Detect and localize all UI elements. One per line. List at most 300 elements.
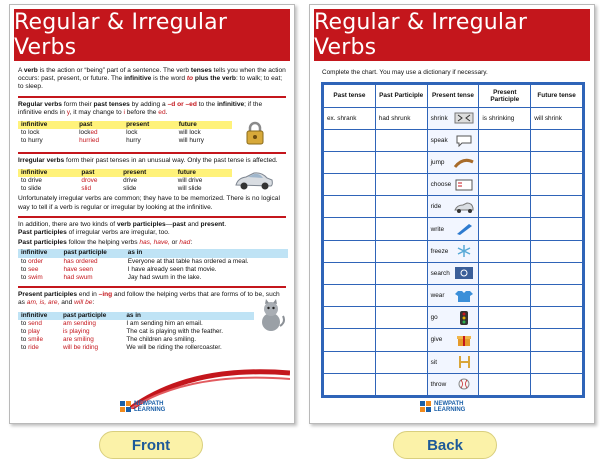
cell-text: to: [21, 328, 29, 336]
table-cell: slid: [78, 185, 120, 193]
speak-icon: [453, 133, 475, 147]
chart-answer-cell[interactable]: [479, 218, 531, 240]
cell-text: to: [21, 319, 29, 327]
table-header: past participle: [61, 249, 125, 257]
chart-cell-present: [427, 373, 479, 395]
participles-paragraph: [18, 221, 286, 237]
pp-term: Past participles: [18, 239, 67, 247]
chart-answer-cell[interactable]: [375, 351, 427, 373]
chart-answer-cell[interactable]: [531, 174, 583, 196]
table-cell: I am sending him an email.: [123, 320, 254, 328]
newpath-logo: [420, 401, 465, 413]
chart-answer-cell[interactable]: [375, 262, 427, 284]
table-header: past: [78, 169, 120, 177]
chart-answer-cell[interactable]: [531, 373, 583, 395]
table-cell: will hurry: [176, 137, 232, 145]
chart-answer-cell[interactable]: [531, 351, 583, 373]
verb-label: wear: [430, 292, 445, 300]
chart-answer-cell[interactable]: [324, 262, 376, 284]
cell-text: play: [28, 328, 40, 336]
past-participle-table: [18, 249, 288, 282]
regular-y: y: [66, 108, 70, 116]
cell-ending: ed: [90, 129, 98, 137]
chart-row: [324, 174, 583, 196]
presp-text: and: [59, 299, 75, 307]
cellpic: [431, 307, 476, 328]
table-cell: drive: [120, 177, 175, 185]
table-cell: [18, 258, 61, 266]
regular-table-wrap: [18, 119, 286, 148]
chart-answer-cell[interactable]: [375, 373, 427, 395]
table-cell: [18, 266, 61, 274]
newpath-logo-icon: [420, 401, 432, 413]
front-card: [9, 4, 295, 424]
chart-example-row: [324, 107, 583, 129]
table-cell: drove: [78, 177, 120, 185]
chart-header: Future tense: [531, 85, 583, 108]
chart-cell-present: [427, 262, 479, 284]
shrink-icon: [453, 111, 475, 125]
participles-present: present: [200, 220, 225, 228]
table-header: past: [76, 121, 123, 129]
table-cell: had swum: [61, 274, 125, 282]
chart-cell: is shrinking: [479, 107, 531, 129]
logo-line1: NEWPATH: [134, 401, 164, 407]
verb-label: go: [430, 314, 438, 322]
chart-row: [324, 196, 583, 218]
presp-ing: –ing: [98, 291, 113, 299]
presp-willbe: will be: [74, 299, 93, 307]
participles-text: In addition, there are two kinds of: [18, 220, 117, 228]
cell-text: to: [21, 185, 29, 193]
verb-rows: [324, 129, 583, 395]
verb-chart: [321, 82, 585, 398]
regular-ed: ed: [158, 108, 166, 116]
car-icon: [234, 170, 274, 192]
cell-text: hurri: [79, 137, 92, 145]
chart-answer-cell[interactable]: [531, 262, 583, 284]
cellpic: [431, 352, 476, 373]
table-cell: have seen: [61, 266, 125, 274]
chart-cell: ex. shrank: [324, 107, 376, 129]
chart-answer-cell[interactable]: [479, 284, 531, 306]
present-participle-table: [18, 312, 254, 353]
regular-i: i: [123, 108, 125, 116]
logo-line2: LEARNING: [134, 407, 166, 413]
chart-row: [324, 151, 583, 173]
intro-to: to: [186, 75, 194, 83]
present-participle-header: [18, 312, 254, 320]
cellpic: [431, 152, 476, 173]
chart-row: [324, 329, 583, 351]
chart-cell-present: [427, 240, 479, 262]
verb-label: throw: [430, 380, 447, 388]
chart-answer-cell[interactable]: [531, 240, 583, 262]
back-title: Regular & Irregular Verbs: [314, 10, 528, 60]
present-table-wrap: [18, 310, 286, 355]
table-header: infinitive: [18, 312, 60, 320]
chart-header: Past tense: [324, 85, 376, 108]
pp-text: or: [169, 239, 180, 247]
front-title: Regular & Irregular Verbs: [14, 10, 228, 60]
regular-section: [18, 96, 286, 148]
irregular-section: [18, 152, 286, 212]
irregular-table-wrap: [18, 167, 286, 196]
table-cell: [76, 137, 123, 145]
chart-answer-cell[interactable]: [479, 262, 531, 284]
chart-answer-cell[interactable]: [324, 151, 376, 173]
table-row: [18, 344, 254, 352]
cell-text: hurry: [28, 137, 43, 145]
cellpic: [431, 218, 476, 239]
regular-text: ; if the infinitive ends in: [18, 100, 263, 116]
cellpic: [431, 285, 476, 306]
regular-text: form their: [61, 100, 94, 108]
past-participles-intro: [18, 239, 286, 247]
chart-answer-cell[interactable]: [375, 174, 427, 196]
table-header: present: [120, 169, 175, 177]
chart-answer-cell[interactable]: [479, 196, 531, 218]
chart-cell-present: [427, 196, 479, 218]
chart-cell-present: [427, 284, 479, 306]
table-row: [18, 129, 232, 137]
participles-text: .: [224, 220, 227, 228]
cellpic: [431, 263, 476, 284]
chart-row: [324, 262, 583, 284]
pp-text: :: [190, 239, 193, 247]
logo-line2: LEARNING: [434, 407, 466, 413]
verb-label: write: [430, 225, 445, 233]
chart-answer-cell[interactable]: [324, 174, 376, 196]
chart-cell-present: [427, 107, 479, 129]
table-cell: [18, 344, 60, 352]
chart-answer-cell[interactable]: [375, 284, 427, 306]
back-card: [309, 4, 595, 424]
chart-header-row: [324, 85, 583, 108]
chart-answer-cell[interactable]: [479, 240, 531, 262]
chart-answer-cell[interactable]: [324, 196, 376, 218]
present-participles-section: [18, 286, 286, 354]
table-cell: is playing: [60, 328, 123, 336]
cell-text: lock: [28, 129, 40, 137]
chart-answer-cell[interactable]: [531, 129, 583, 151]
chart-header: Past Participle: [375, 85, 427, 108]
logo-text: [434, 401, 465, 413]
intro-text: is the action or “being” part of a sentence. The verb: [37, 67, 191, 74]
table-cell: lock: [123, 129, 176, 137]
cell-text: to: [21, 137, 29, 145]
table-cell: I have already seen that movie.: [125, 266, 288, 274]
cell-text: swim: [28, 274, 43, 282]
cell-ending: ed: [91, 137, 100, 145]
table-cell: Jay had swum in the lake.: [125, 274, 288, 282]
cellpic: [431, 108, 476, 129]
table-cell: will be riding: [60, 344, 123, 352]
presp-text: :: [92, 299, 95, 307]
chart-answer-cell[interactable]: [531, 307, 583, 329]
cell-text: drive: [28, 177, 42, 185]
chart-answer-cell[interactable]: [531, 329, 583, 351]
cell-text: to: [21, 257, 29, 265]
chart-header: Present Participle: [479, 85, 531, 108]
regular-text: , it may change to: [69, 108, 124, 116]
logo-text: [134, 401, 165, 413]
chart-answer-cell[interactable]: [375, 151, 427, 173]
participles-text: —: [165, 220, 173, 228]
chart-answer-cell[interactable]: [479, 174, 531, 196]
cellpic: [431, 174, 476, 195]
table-cell: We will be riding the rollercoaster.: [123, 344, 254, 352]
chart-answer-cell[interactable]: [531, 284, 583, 306]
chart-answer-cell[interactable]: [531, 151, 583, 173]
newpath-logo-icon: [120, 401, 132, 413]
participles-section: [18, 216, 286, 282]
chart-cell-present: [427, 329, 479, 351]
wear-icon: [453, 289, 475, 303]
cell-text: to: [21, 274, 29, 282]
intro-infinitive: infinitive: [124, 75, 152, 83]
verb-label: ride: [430, 203, 442, 211]
verb-label: speak: [430, 136, 448, 144]
table-row: [18, 266, 288, 274]
chart-cell: had shrunk: [375, 107, 427, 129]
chart-cell-present: [427, 129, 479, 151]
table-header: past participle: [60, 312, 123, 320]
table-cell: am sending: [60, 320, 123, 328]
cell-text: to: [21, 177, 29, 185]
search-icon: [453, 266, 475, 280]
cell-text: to: [21, 336, 29, 344]
chart-answer-cell[interactable]: [324, 307, 376, 329]
chart-answer-cell[interactable]: [375, 129, 427, 151]
chart-row: [324, 307, 583, 329]
table-cell: The children are smiling.: [123, 336, 254, 344]
cell-text: ride: [28, 344, 39, 352]
front-button[interactable]: Front: [99, 431, 203, 459]
chart-row: [324, 284, 583, 306]
intro-text: is the word: [151, 75, 187, 83]
pp-text: follow the helping verbs: [66, 239, 140, 247]
table-cell: hurry: [123, 137, 176, 145]
chart-answer-cell[interactable]: [324, 129, 376, 151]
chart-answer-cell[interactable]: [375, 218, 427, 240]
intro-verb: verb: [23, 67, 38, 74]
table-header: future: [176, 121, 232, 129]
table-cell: [18, 328, 60, 336]
regular-inf: infinitive: [217, 100, 245, 108]
table-cell: slide: [120, 185, 175, 193]
pp-helpers: has, have,: [139, 239, 170, 247]
irregular-text: form their past tenses in an unusual way. Only the past tense is affected.: [64, 156, 278, 164]
regular-past: past tenses: [93, 100, 130, 108]
chart-answer-cell[interactable]: [375, 307, 427, 329]
regular-text: by adding a: [129, 100, 168, 108]
table-row: [18, 274, 288, 282]
participles-term: verb participles: [116, 220, 166, 228]
intro-text: : to walk; to eat; to sleep.: [18, 75, 283, 91]
table-header: infinitive: [18, 121, 76, 129]
back-button[interactable]: Back: [393, 431, 497, 459]
chart-answer-cell[interactable]: [375, 329, 427, 351]
past-participle-header: [18, 249, 288, 257]
presp-text: end in: [77, 291, 99, 299]
regular-text: .: [165, 108, 168, 116]
cellpic: [431, 374, 476, 395]
presp-text: and follow the helping verbs that are forms of to be, such as: [18, 291, 280, 307]
intro-text: A: [18, 67, 24, 74]
table-row: [18, 320, 254, 328]
participles-text: of irregular verbs are irregular, too.: [66, 229, 170, 237]
chart-cell-present: [427, 218, 479, 240]
intro-tenses: tenses: [190, 67, 212, 74]
table-cell: [18, 137, 76, 145]
chart-cell-present: [427, 307, 479, 329]
irregular-table-header: [18, 169, 232, 177]
table-row: [18, 185, 232, 193]
table-cell: [18, 129, 76, 137]
verb-label: give: [430, 336, 443, 344]
verb-label: jump: [430, 159, 445, 167]
cellpic: [431, 241, 476, 262]
intro-plus: plus the verb: [193, 75, 236, 83]
table-row: [18, 336, 254, 344]
chart-answer-cell[interactable]: [375, 196, 427, 218]
chart-answer-cell[interactable]: [479, 329, 531, 351]
table-row: [18, 177, 232, 185]
jump-icon: [453, 156, 475, 170]
chart-cell-present: [427, 151, 479, 173]
chart-answer-cell[interactable]: [324, 284, 376, 306]
cell-text: to: [21, 129, 29, 137]
table-cell: Everyone at that table has ordered a meal.: [125, 258, 288, 266]
ride-icon: [453, 200, 475, 214]
go-icon: [453, 311, 475, 325]
chart-cell: will shrink: [531, 107, 583, 129]
chart-answer-cell[interactable]: [324, 351, 376, 373]
cellpic: [431, 329, 476, 350]
back-title-banner: [314, 9, 590, 61]
table-row: [18, 137, 232, 145]
participles-term: Past participles: [18, 229, 67, 237]
table-header: as in: [125, 249, 288, 257]
chart-answer-cell[interactable]: [531, 218, 583, 240]
logo-line1: NEWPATH: [434, 401, 464, 407]
table-cell: will slide: [175, 185, 232, 193]
table-row: [18, 328, 254, 336]
participles-past: past: [172, 220, 186, 228]
regular-table-header: [18, 121, 232, 129]
chart-row: [324, 218, 583, 240]
chart-cell-present: [427, 351, 479, 373]
table-cell: [18, 185, 78, 193]
table-cell: will lock: [176, 129, 232, 137]
give-icon: [453, 333, 475, 347]
table-cell: The cat is playing with the feather.: [123, 328, 254, 336]
newpath-logo: [120, 401, 165, 413]
irregular-paragraph: [18, 157, 286, 165]
intro-text: tells you when the action occurs: past, present, or future. The: [18, 67, 286, 83]
chart-answer-cell[interactable]: [531, 196, 583, 218]
chart-answer-cell[interactable]: [479, 129, 531, 151]
present-participles-intro: [18, 291, 286, 307]
verb-label: choose: [430, 181, 452, 189]
verb-chart-table: [323, 84, 583, 396]
chart-instructions: Complete the chart. You may use a dictionary if necessary.: [322, 69, 488, 76]
table-header: infinitive: [18, 249, 61, 257]
regular-text: to the: [196, 100, 218, 108]
table-cell: [18, 274, 61, 282]
table-cell: [18, 336, 60, 344]
front-content: [18, 67, 286, 355]
padlock-icon: [242, 120, 268, 146]
chart-answer-cell[interactable]: [479, 373, 531, 395]
irregular-term: Irregular verbs: [18, 156, 65, 164]
chart-row: [324, 351, 583, 373]
table-header: as in: [123, 312, 254, 320]
chart-header: Present tense: [427, 85, 479, 108]
table-row: [18, 258, 288, 266]
chart-answer-cell[interactable]: [324, 329, 376, 351]
verb-label: freeze: [430, 247, 449, 255]
chart-row: [324, 373, 583, 395]
chart-row: [324, 240, 583, 262]
cell-text: slide: [28, 185, 42, 193]
sit-icon: [453, 355, 475, 369]
chart-answer-cell[interactable]: [324, 218, 376, 240]
write-icon: [453, 222, 475, 236]
table-cell: [18, 177, 78, 185]
cell-text: lock: [79, 129, 91, 137]
verb-label: shrink: [430, 114, 448, 122]
chart-answer-cell[interactable]: [324, 240, 376, 262]
chart-cell-present: [427, 174, 479, 196]
chart-row: [324, 129, 583, 151]
table-cell: has ordered: [61, 258, 125, 266]
chart-answer-cell[interactable]: [375, 240, 427, 262]
cellpic: [431, 196, 476, 217]
regular-ending: –d or –ed: [167, 100, 197, 108]
chart-answer-cell[interactable]: [479, 151, 531, 173]
cell-text: smile: [28, 336, 44, 344]
table-header: infinitive: [18, 169, 78, 177]
chart-answer-cell[interactable]: [324, 373, 376, 395]
table-header: present: [123, 121, 176, 129]
participles-text: and: [185, 220, 201, 228]
verb-label: sit: [430, 358, 437, 366]
regular-text: before the: [124, 108, 159, 116]
presp-helpers: am, is, are,: [26, 299, 60, 307]
pp-had: had: [179, 239, 191, 247]
cell-text: to: [21, 265, 29, 273]
cell-text: see: [28, 265, 39, 273]
table-cell: will drive: [175, 177, 232, 185]
cell-text: send: [28, 319, 42, 327]
cell-text: to: [21, 344, 29, 352]
table-cell: [18, 320, 60, 328]
regular-term: Regular verbs: [18, 100, 62, 108]
cell-text: order: [28, 257, 44, 265]
chart-answer-cell[interactable]: [479, 351, 531, 373]
front-title-banner: [14, 9, 290, 61]
irregular-note: Unfortunately irregular verbs are common; they have to be memorized. There is no logical way to tell if a verb is regular or irregular by looking at the infinitive.: [18, 195, 280, 211]
table-cell: [76, 129, 123, 137]
irregular-table: [18, 169, 232, 194]
cellpic: [431, 130, 476, 151]
freeze-icon: [453, 244, 475, 258]
chart-answer-cell[interactable]: [479, 307, 531, 329]
choose-icon: [453, 178, 475, 192]
presp-term: Present participles: [18, 291, 78, 299]
